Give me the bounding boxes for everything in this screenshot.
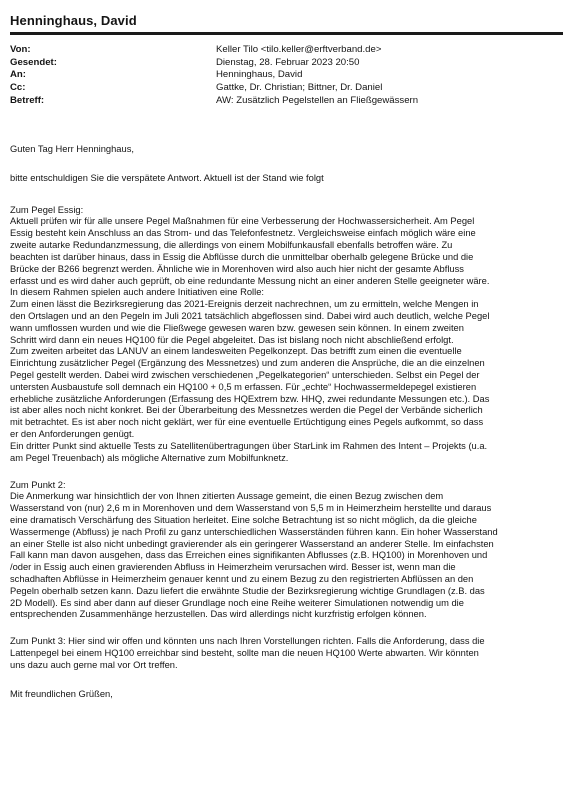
text-line: Essig besteht kein Anschluss an das Strom- und das Telefonfestnetz. Vergleichsweise einfach möglich wäre eine bbox=[10, 228, 476, 239]
text-line: Zum einen lässt die Bezirksregierung das 2021-Ereignis derzeit nachrechnen, um zu ermitteln, welche Mengen in bbox=[10, 299, 479, 310]
section3-paragraph bbox=[10, 636, 563, 671]
text-line: Die Anmerkung war hinsichtlich der von Ihnen zitierten Aussage gemeint, die einen Bezug zwischen dem bbox=[10, 491, 444, 502]
text-line: er den Anforderungen genügt. bbox=[10, 429, 135, 440]
text-line: beachten ist darüber hinaus, dass in Essig die Abflüsse durch die unmittelbar oberhalb gelegene Brücke und die bbox=[10, 251, 474, 262]
cc-label: Cc: bbox=[10, 82, 26, 94]
header-row-sent bbox=[10, 57, 565, 70]
text-line: erhebliche zusätzliche Anforderungen (Erfassung des HQExtrem bzw. HHQ, zwei redundante Messungen etc.). Das bbox=[10, 393, 490, 404]
greeting: Guten Tag Herr Henninghaus, bbox=[10, 144, 134, 154]
section1-heading: Zum Pegel Essig: bbox=[10, 204, 84, 215]
subject-label: Betreff: bbox=[10, 94, 45, 106]
text-line: /oder in Essig auch einen gravierenden Abfluss in Heimerzheim verursachen wird. Besser ist, wenn man die bbox=[10, 562, 456, 573]
section1-paragraph bbox=[10, 216, 563, 464]
text-line: Ein dritter Punkt sind aktuelle Tests zu Satellitenübertragungen über StarLink im Rahmen des Intent – Projekts (u.a. bbox=[10, 440, 488, 451]
sender-name-heading: Henninghaus, David bbox=[10, 13, 137, 28]
to-label: An: bbox=[10, 69, 26, 81]
header-row-from bbox=[10, 44, 565, 57]
sent-value: Dienstag, 28. Februar 2023 20:50 bbox=[216, 56, 360, 68]
subject-value: AW: Zusätzlich Pegelstellen an Fließgewässern bbox=[216, 94, 419, 106]
intro-line: bitte entschuldigen Sie die verspätete Antwort. Aktuell ist der Stand wie folgt bbox=[10, 172, 324, 183]
text-line: mit betrachtet. Es ist aber noch nicht geklärt, wer für eine eventuelle Ertüchtigung eines Pegels aufkommt, so dass bbox=[10, 417, 484, 428]
from-label: Von: bbox=[10, 44, 31, 56]
text-line: entsprechenden Zusammenhänge herzustellen. Das wird allerdings nicht kurzfristig erfolgen können. bbox=[10, 609, 427, 620]
cc-value: Gattke, Dr. Christian; Bittner, Dr. Daniel bbox=[216, 82, 383, 94]
header-row-to bbox=[10, 69, 565, 82]
sent-label: Gesendet: bbox=[10, 56, 57, 68]
text-line: Wassermenge (Abfluss) je nach Profil zu ganz unterschiedlichen Wasserständen führen kann. Ein hoher Wasserstand bbox=[10, 526, 498, 537]
email-body bbox=[10, 144, 563, 701]
text-line: erfasst und es wird daher auch geprüft, ob eine redundante Messung nicht an einer anderen Stelle geeigneter wäre. bbox=[10, 275, 490, 286]
text-line: Pegeln oberhalb setzen kann. Dazu liefert die erwähnte Studie der Bezirksregierung wichtige Grundlagen (z.B. das bbox=[10, 585, 485, 596]
header-divider bbox=[10, 32, 563, 35]
text-line: Schritt wird dann ein neues HQ100 für die Pegel abgeleitet. Das ist bislang noch nicht abschließend erfolgt. bbox=[10, 334, 454, 345]
section2-heading: Zum Punkt 2: bbox=[10, 479, 66, 490]
text-line: Aktuell prüfen wir für alle unsere Pegel Maßnahmen für eine Verbesserung der Hochwassersicherheit. Am Pegel bbox=[10, 216, 475, 227]
text-line: Pegel gestellt werden. Dabei wird zwischen verschiedenen „Pegelkategorien“ unterschieden. Selbst ein Pegel der bbox=[10, 370, 480, 380]
text-line: Brücke der B266 begrenzt werden. Ähnliche wie in Morenhoven wird also auch hier nicht der gesamte Abfluss bbox=[10, 263, 464, 274]
header-row-cc bbox=[10, 82, 565, 95]
text-line: zweite autarke Redundanzmessung, die allerdings von einem Mobilfunkausfall ebenfalls betroffen wäre. Zu bbox=[10, 240, 453, 251]
text-line: Zum zweiten arbeitet das LANUV an einem landesweiten Pegelkonzept. Das betrifft zum einen die eventuelle bbox=[10, 346, 462, 357]
text-line: an einer Stelle ist also nicht unbedingt gravierender als ein geringerer Wasserstand an anderer Stelle. Im einfachsten bbox=[10, 538, 494, 549]
text-line: Einrichtung zusätzlicher Pegel (Ergänzung des Messnetzes) und zum anderen die Ansprüche, die an die einzelnen bbox=[10, 358, 485, 369]
text-line: den Ortslagen und an den Pegeln im Juli 2021 tatsächlich abgeflossen sind. Dabei wird auch deutlich, welche Pegel bbox=[10, 310, 490, 321]
text-line: Zum Punkt 3: Hier sind wir offen und könnten uns nach Ihren Vorstellungen richten. Falls die Anforderung, dass die bbox=[10, 636, 485, 647]
text-line: uns dazu auch gerne mal vor Ort treffen. bbox=[10, 659, 178, 670]
text-line: wann umflossen wurden und wie die Fließwege gewesen waren bzw. gewesen sein können. In einem zweiten bbox=[10, 322, 464, 333]
closing-line: Mit freundlichen Grüßen, bbox=[10, 688, 113, 699]
text-line: Wasserstand von (nur) 2,6 m in Morenhoven und dem Wasserstand von 5,5 m in Heimerzheim herstellte und daraus bbox=[10, 503, 492, 514]
text-line: Lattenpegel bei einem HQ100 erreichbar sind besteht, sollte man die neuen HQ100 Werte abwarten. Wir könnten bbox=[10, 648, 479, 659]
text-line: In diesem Rahmen spielen auch andere Initiativen eine Rolle: bbox=[10, 287, 264, 298]
text-line: eine dramatisch Verschärfung des Situation herleitet. Eine solche Betrachtung ist so nicht möglich, da die gleiche bbox=[10, 514, 477, 525]
text-line: am Pegel Treuenbach) als mögliche Alternative zum Mobilfunknetz. bbox=[10, 452, 289, 463]
to-value: Henninghaus, David bbox=[216, 69, 303, 81]
header-row-subject bbox=[10, 94, 565, 107]
section2-paragraph bbox=[10, 491, 563, 621]
email-header-block bbox=[10, 44, 565, 107]
text-line: ist aber alles noch nicht konkret. Bei der Überarbeitung des Messnetzes werden die Pegel der Verbände sicherlich bbox=[10, 405, 483, 416]
text-line: 2D Modell). Es sind aber dann auf dieser Grundlage noch eine Reihe weiterer Simulationen notwendig um die bbox=[10, 597, 464, 608]
from-value: Keller Tilo <tilo.keller@erftverband.de> bbox=[216, 44, 382, 56]
text-line: untersten Ausbaustufe soll demnach ein HQ100 + 0,5 m erfassen. Für „echte“ Hochwassermeldepegel existieren bbox=[10, 381, 477, 392]
text-line: schadhaften Abflüsse in Heimerzheim genauer kennt und zu einem Bezug zu den registrierten Abflüssen an den bbox=[10, 574, 474, 584]
text-line: Fall kann man davon ausgehen, dass das Erreichen eines signifikanten Abflusses (z.B. HQ100) in Morenhoven und bbox=[10, 550, 488, 561]
